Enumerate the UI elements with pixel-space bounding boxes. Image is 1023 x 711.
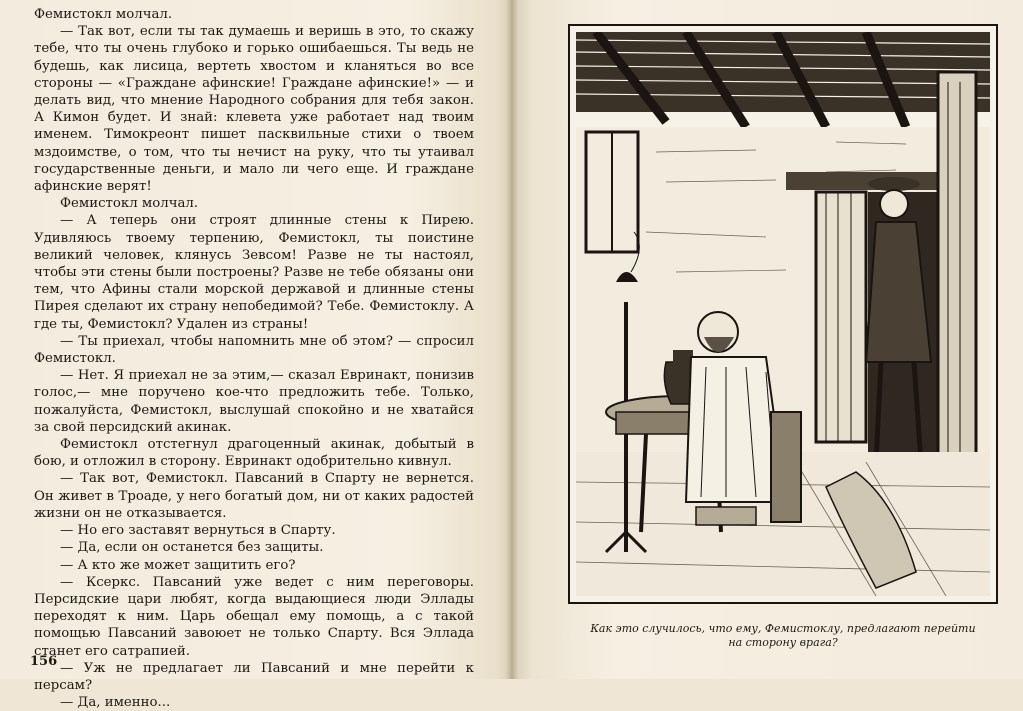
page-number: 156 xyxy=(30,654,58,669)
engraving-themistocles-icon xyxy=(568,24,998,604)
paragraph: — Но его заставят вернуться в Спарту. xyxy=(60,523,336,539)
illustration-caption xyxy=(568,622,998,650)
body-text xyxy=(34,6,474,711)
paragraph: — Так вот, если ты так думаешь и веришь в это, то скажу тебе, что ты очень глубоко и горько ошибаешься. Ты ведь не будешь, как лисица, вертеть хвостом и кланяться во все стороны — «Граждане афинские! Граждане афинские!» — и делать вид, что мнение Народного собрания для тебя закон. А Кимон будет. И знай: клевета уже работает над твоим именем. Тимокреонт пишет пасквильные стихи о твоем мздоимстве, о том, что ты нечист на руку, что ты утаивал государственные деньги, и мало ли чего еще. И граждане афинские верят! xyxy=(34,24,474,195)
illustration-drawing xyxy=(576,32,990,596)
paragraph: Фемистокл отстегнул драгоценный акинак, добытый в бою, и отложил в сторону. Евринакт одобрительно кивнул. xyxy=(34,437,474,470)
paragraph: — Уж не предлагает ли Павсаний и мне перейти к персам? xyxy=(34,660,474,693)
paragraph: Фемистокл молчал. xyxy=(34,7,173,22)
paragraph: — Да, именно... xyxy=(60,695,171,711)
paragraph: — Так вот, Фемистокл. Павсаний в Спарту не вернется. Он живет в Троаде, у него богатый дом, ни от каких радостей жизни он не отказывается. xyxy=(34,471,474,521)
book-gutter xyxy=(506,0,518,679)
paragraph: — Ты приехал, чтобы напомнить мне об этом? — спросил Фемистокл. xyxy=(34,333,474,367)
caption-line: Как это случилось, что ему, Фемистоклу, предлагают перейти xyxy=(590,622,976,635)
paragraph: — А теперь они строят длинные стены к Пирею. Удивляюсь твоему терпению, Фемистокл, ты поистине великий человек, клянусь Зевсом! Разве не ты настоял, чтобы эти стены были построены? Разве не тебе обязаны они тем, что Афины стали морской державой и длинные стены Пирея сделают их страну непобедимой? Тебе. Фемистоклу. А где ты, Фемистокл? Удален из страны! xyxy=(34,213,474,332)
paragraph: — Да, если он останется без защиты. xyxy=(60,540,324,556)
paragraph: — Нет. Я приехал не за этим,— сказал Евринакт, понизив голос,— мне поручено кое-что предложить тебе. Только, пожалуйста, Фемистокл, выслушай спокойно и не хватайся за свой персидский акинак. xyxy=(34,368,474,435)
caption-line: на сторону врага? xyxy=(728,636,838,649)
paragraph: — А кто же может защитить его? xyxy=(60,557,296,573)
paragraph: — Ксеркс. Павсаний уже ведет с ним переговоры. Персидские цари любят, когда выдающиеся люди Эллады переходят к ним. Царь обещал ему помощь, а с такой помощью Павсаний завоюет не только Спарту. Вся Эллада станет его сатрапией. xyxy=(34,574,474,659)
paragraph: Фемистокл молчал. xyxy=(60,196,199,212)
